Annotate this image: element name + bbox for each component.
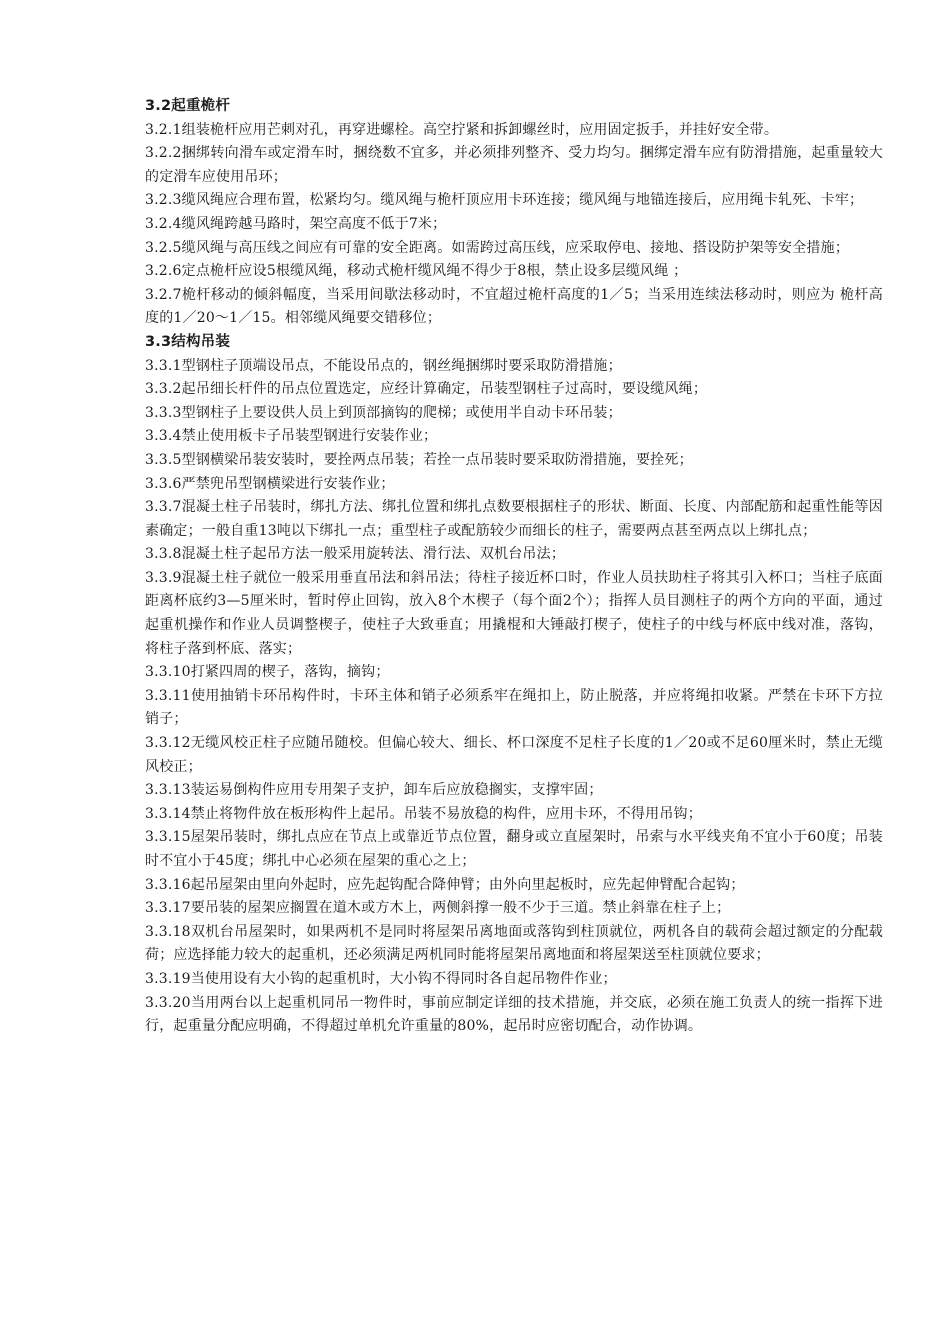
list-item: 3.3.15屋架吊装时，绑扎点应在节点上或靠近节点位置，翻身或立直屋架时，吊索与水平线夹角不宜小于60度；吊装时不宜小于45度；绑扎中心必须在屋架的重心之上； [145, 829, 883, 869]
list-item: 3.3.8混凝土柱子起吊方法一般采用旋转法、滑行法、双机台吊法； [145, 546, 566, 563]
list-item: 3.2.3缆风绳应合理布置，松紧均匀。缆风绳与桅杆顶应用卡环连接；缆风绳与地锚连接后，应用绳卡轧死、卡牢； [145, 192, 864, 209]
section-crane-mast [145, 95, 883, 331]
list-item: 3.3.14禁止将物件放在板形构件上起吊。吊装不易放稳的构件，应用卡环，不得用吊钩； [145, 805, 702, 822]
list-item: 3.3.18双机台吊屋架时，如果两机不是同时将屋架吊离地面或落钩到柱顶就位，两机各自的载荷会超过额定的分配载荷；应选择能力较大的起重机，还必须满足两机同时能将屋架吊离地面和将屋架送至柱顶就位要求； [145, 923, 883, 964]
list-item: 3.3.1型钢柱子顶端设吊点，不能设吊点的，钢丝绳捆绑时要采取防滑措施； [145, 357, 622, 374]
list-item: 3.3.10打紧四周的楔子，落钩，摘钩； [145, 664, 390, 681]
list-item: 3.3.2起吊细长杆件的吊点位置选定，应经计算确定，吊装型钢柱子过高时，要设缆风绳； [145, 381, 708, 398]
list-item: 3.2.4缆风绳跨越马路时，架空高度不低于7米； [145, 215, 447, 232]
list-item: 3.3.11使用抽销卡环吊构件时，卡环主体和销子必须系牢在绳扣上，防止脱落，并应将绳扣收紧。严禁在卡环下方拉销子； [145, 687, 883, 728]
list-item: 3.2.2捆绑转向滑车或定滑车时，捆绕数不宜多，并必须排列整齐、受力均匀。捆绑定滑车应有防滑措施，起重量较大的定滑车应使用吊环； [145, 145, 883, 185]
section-structural-hoisting [145, 331, 883, 1039]
list-item: 3.2.6定点桅杆应设5根缆风绳，移动式桅杆缆风绳不得少于8根，禁止设多层缆风绳 ； [145, 263, 688, 280]
list-item: 3.2.7桅杆移动的倾斜幅度，当采用间歇法移动时，不宜超过桅杆高度的1／5；当采用连续法移动时，则应为 桅杆高度的1／20～1／15。相邻缆风绳要交错移位； [145, 286, 883, 327]
list-item: 3.3.3型钢柱子上要设供人员上到顶部摘钩的爬梯；或使用半自动卡环吊装； [145, 404, 622, 421]
list-item: 3.3.9混凝土柱子就位一般采用垂直吊法和斜吊法；待柱子接近杯口时，作业人员扶助柱子将其引入杯口；当柱子底面距离杯底约3—5厘米时，暂时停止回钩，放入8个木楔子（每个面2个）；指挥人员目测柱子的两个方向的平面，通过起重机操作和作业人员调整楔子，使柱子大致垂直；用撬棍和大锤敲打楔子，使柱子的中线与杯底中线对准，落钩，将柱子落到杯底、落实； [145, 569, 883, 657]
list-item: 3.3.4禁止使用板卡子吊装型钢进行安装作业； [145, 428, 438, 445]
list-item: 3.3.20当用两台以上起重机同吊一物件时，事前应制定详细的技术措施，并交底，必须在施工负责人的统一指挥下进行，起重量分配应明确，不得超过单机允许重量的80%，起吊时应密切配合，动作协调。 [145, 994, 883, 1035]
list-item: 3.3.17要吊装的屋架应搁置在道木或方木上，两侧斜撑一般不少于三道。禁止斜靠在柱子上； [145, 900, 731, 917]
list-item: 3.3.13装运易倒构件应用专用架子支护，卸车后应放稳搁实，支撑牢固； [145, 782, 603, 799]
list-item: 3.2.5缆风绳与高压线之间应有可靠的安全距离。如需跨过高压线，应采取停电、接地、搭设防护架等安全措施； [145, 239, 850, 256]
section-heading: 3.2起重桅杆 [145, 98, 231, 114]
list-item: 3.2.1组装桅杆应用芒刺对孔，再穿进螺栓。高空拧紧和拆卸螺丝时，应用固定扳手，并挂好安全带。 [145, 121, 779, 138]
list-item: 3.3.16起吊屋架由里向外起时，应先起钩配合降伸臂；由外向里起板时，应先起伸臂配合起钩； [145, 876, 745, 893]
list-item: 3.3.6严禁兜吊型钢横梁进行安装作业； [145, 475, 395, 492]
section-heading: 3.3结构吊装 [145, 333, 231, 350]
list-item: 3.3.7混凝土柱子吊装时，绑扎方法、绑扎位置和绑扎点数要根据柱子的形状、断面、长度、内部配筋和起重性能等因素确定；一般自重13吨以下绑扎一点；重型柱子或配筋较少而细长的柱子，需要两点甚至两点以上绑扎点； [145, 499, 883, 539]
list-item: 3.3.12无缆风校正柱子应随吊随校。但偏心较大、细长、杯口深度不足柱子长度的1／20或不足60厘米时，禁止无缆风校正； [145, 735, 883, 775]
list-item: 3.3.5型钢横梁吊装安装时，要拴两点吊装；若拴一点吊装时要采取防滑措施，要拴死； [145, 451, 693, 468]
document-page [145, 95, 883, 1039]
list-item: 3.3.19当使用设有大小钩的起重机时，大小钩不得同时各自起吊物件作业； [145, 970, 617, 987]
